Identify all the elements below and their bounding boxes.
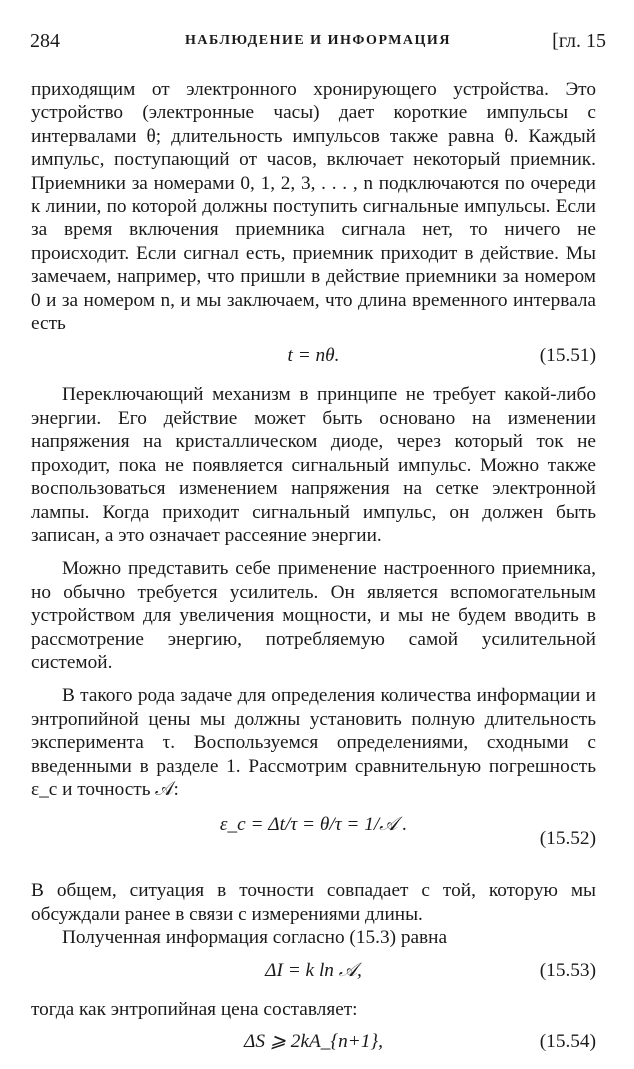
equation-15-52 xyxy=(31,811,596,867)
paragraph-3: Можно представить себе применение настроенного приемника, но обычно требуется усилитель. Он является вспомогательным устройством для увеличения мощности, и мы не будем вводить в рассмотрение энергию, потребляемую самой усилительной системой. xyxy=(31,558,596,673)
equation-15-51 xyxy=(31,341,596,375)
page-number: 284 xyxy=(30,30,60,52)
equation-number: (15.53) xyxy=(539,959,596,981)
paragraph-6: Полученная информация согласно (15.3) равна xyxy=(62,927,448,949)
page-body xyxy=(31,78,596,1069)
paragraph-2: Переключающий механизм в принципе не требует какой-либо энергии. Его действие может быть основано на изменении напряжения на кристаллическом диоде, через который ток не проходит, пока не появляется сигнальный импульс. Можно также воспользоваться изменением напряжения на сетке электронной лампы. Когда приходит сигнальный импульс, он должен быть записан, а это означает рассеяние энергии. xyxy=(31,384,596,546)
equation-15-54 xyxy=(31,1027,596,1061)
running-title: НАБЛЮДЕНИЕ И ИНФОРМАЦИЯ xyxy=(185,33,451,48)
equation-expression: t = nθ. xyxy=(287,345,340,367)
equation-expression: ΔS ⩾ 2kA_{n+1}, xyxy=(244,1031,383,1052)
paragraph-5: В общем, ситуация в точности совпадает с той, которую мы обсуждали ранее в связи с измерениями длины. xyxy=(31,880,596,925)
equation-number: (15.51) xyxy=(539,345,596,367)
equation-expression: ΔI = k ln 𝒜, xyxy=(265,959,362,981)
paragraph-1: приходящим от электронного хронирующего устройства. Это устройство (электронные часы) дает короткие импульсы с интервалами θ; длительность импульсов также равна θ. Каждый импульс, поступающий от часов, включает некоторый приемник. Приемники за номерами 0, 1, 2, 3, . . . , n подключаются по очереди к линии, по которой должны поступить сигнальные импульсы. Если за время включения приемника сигнала нет, то ничего не происходит. Если сигнал есть, приемник приходит в действие. Мы замечаем, например, что пришли в действие приемники за номером 0 и за номером n, и мы заключаем, что длина временного интервала есть xyxy=(31,79,596,335)
equation-expression: ε_c = Δt/τ = θ/τ = 1/𝒜 . xyxy=(219,814,408,836)
paragraph-4: В такого рода задаче для определения количества информации и энтропийной цены мы должны установить полную длительность эксперимента τ. Воспользуемся определениями, сходными с введенными в разделе 1. Рассмотрим сравнительную погрешность ε_c и точность 𝒜: xyxy=(31,685,596,800)
equation-number: (15.52) xyxy=(539,828,596,850)
chapter-ref: [гл. 15 xyxy=(552,30,606,52)
page-header xyxy=(30,30,606,58)
paragraph-7: тогда как энтропийная цена составляет: xyxy=(31,998,358,1020)
equation-15-53 xyxy=(31,956,596,990)
equation-number: (15.54) xyxy=(539,1031,596,1052)
